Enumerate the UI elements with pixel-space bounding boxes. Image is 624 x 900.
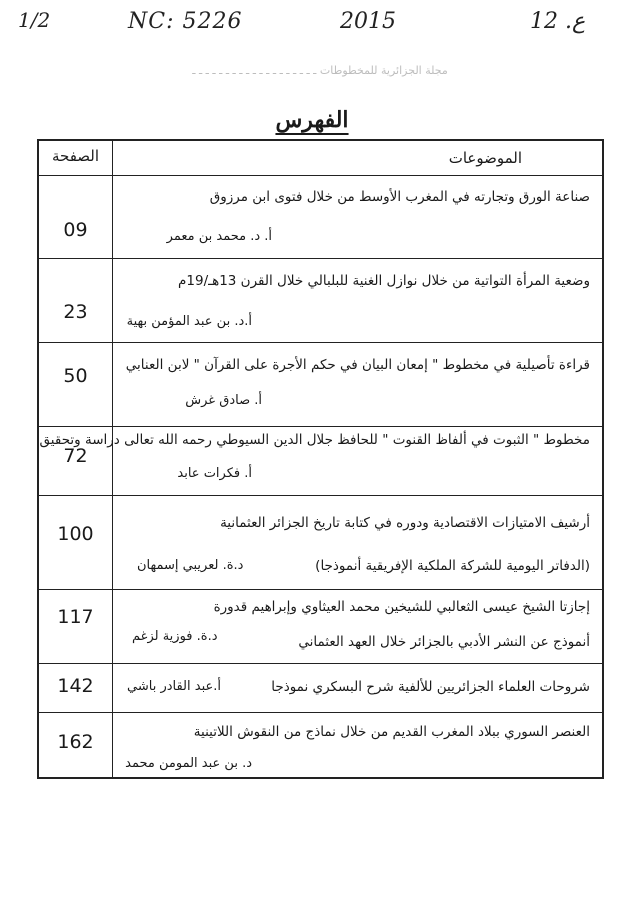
- entry-title: مخطوط " الثبوت في ألفاظ القنوت " للحافظ جلال الدين السيوطي رحمه الله تعالى دراسة وتحقيق: [39, 432, 590, 448]
- toc-row: [39, 495, 602, 590]
- toc-table: [37, 139, 604, 779]
- issue-mark: ع. 12: [530, 9, 586, 34]
- entry-author: أ. صادق غرش: [185, 393, 262, 408]
- toc-header-row: [39, 141, 602, 176]
- year-mark: 2015: [340, 9, 396, 34]
- entry-author: د.ة. فوزية لزغم: [132, 629, 218, 644]
- toc-row: [39, 342, 602, 427]
- entry-page: 142: [57, 675, 94, 697]
- entry-title: قراءة تأصيلية في مخطوط " إمعان البيان في حكم الأجرة على القرآن " لابن العنابي: [125, 357, 590, 373]
- entry-page: 100: [57, 523, 94, 545]
- entry-author: أ.د. بن عبد المؤمن بهية: [126, 314, 252, 329]
- page-header: [0, 0, 624, 60]
- call-number: NC: 5226: [128, 9, 243, 34]
- entry-page: 117: [57, 606, 94, 628]
- entry-title: صناعة الورق وتجارته في المغرب الأوسط من خلال فتوى ابن مرزوق: [209, 189, 590, 205]
- entry-title: أرشيف الامتيازات الاقتصادية ودوره في كتابة تاريخ الجزائر العثمانية: [220, 515, 590, 531]
- entry-page: 50: [63, 365, 88, 387]
- faint-journal-line: مجلة الجزائرية للمخطوطات ـ ـ ـ ـ ـ ـ ـ ـ ـ ـ ـ ـ ـ ـ ـ ـ ـ ـ ـ: [192, 64, 448, 77]
- page-column-header: الصفحة: [51, 147, 100, 165]
- entry-author: د.ة. لعريبي إسمهان: [137, 558, 244, 573]
- entry-page: 23: [63, 301, 88, 323]
- entry-page: 72: [63, 445, 88, 467]
- entry-author: أ. فكرات عابد: [177, 466, 252, 481]
- entry-title: وضعية المرأة التواتية من خلال نوازل الغنية للبلبالي خلال القرن 13هـ/19م: [178, 273, 590, 289]
- topics-column-header: الموضوعات: [448, 149, 522, 167]
- entry-subtitle: أنموذج عن النشر الأدبي بالجزائر خلال العهد العثماني: [298, 634, 590, 650]
- folio-mark: 1/2: [18, 8, 51, 32]
- entry-author: أ.عبد القادر باشي: [127, 679, 221, 694]
- toc-row: [39, 663, 602, 713]
- entry-subtitle: (الدفاتر اليومية للشركة الملكية الإفريقية أنموذجا): [315, 558, 590, 574]
- page-title: الفهرس: [275, 107, 349, 133]
- toc-row: [39, 426, 602, 496]
- entry-author: أ. د. محمد بن معمر: [166, 229, 272, 244]
- entry-page: 162: [57, 731, 94, 753]
- toc-row: [39, 258, 602, 343]
- entry-title: شروحات العلماء الجزائريين للألفية شرح البسكري نموذجا: [271, 679, 590, 695]
- entry-page: 09: [63, 219, 88, 241]
- entry-author: د. بن عبد المومن محمد: [125, 756, 252, 771]
- entry-title: إجازتا الشيخ عيسى الثعالبي للشيخين محمد العيثاوي وإبراهيم قدورة: [213, 599, 590, 615]
- toc-row: [39, 589, 602, 664]
- toc-row: [39, 712, 602, 781]
- toc-row: [39, 175, 602, 259]
- entry-title: العنصر السوري ببلاد المغرب القديم من خلال نماذج من النقوش اللاتينية: [193, 724, 590, 740]
